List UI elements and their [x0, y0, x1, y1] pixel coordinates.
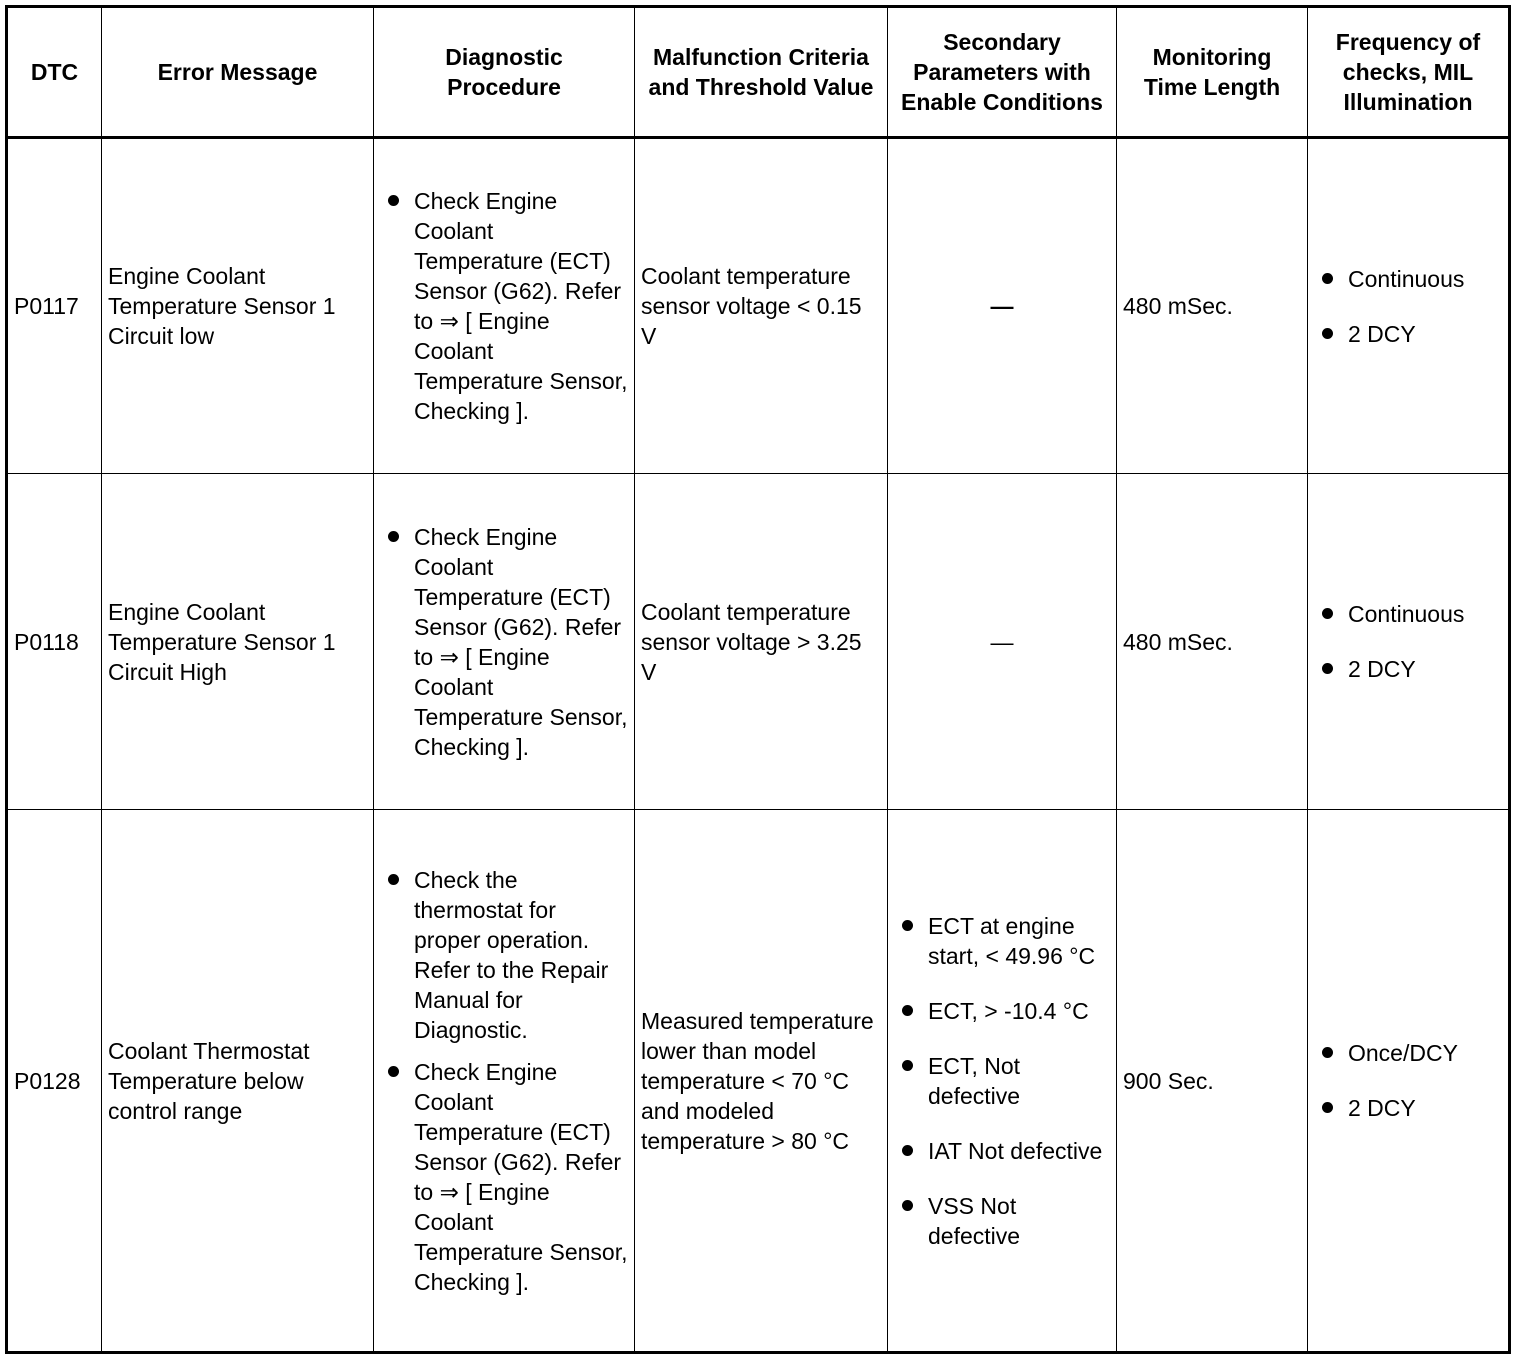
- diagnostic-procedure: [374, 810, 635, 1353]
- header-secondary-parameters: Secondary Parameters with Enable Conditions: [888, 7, 1117, 138]
- procedure-item: Check Engine Coolant Temperature (ECT) Sensor (G62). Refer to ⇒ [ Engine Coolant Temperature Sensor, Checking ].: [380, 522, 628, 762]
- monitoring-time: 900 Sec.: [1117, 810, 1308, 1353]
- secondary-item: ECT, Not defective: [894, 1051, 1110, 1111]
- frequency-item: 2 DCY: [1314, 319, 1502, 349]
- malfunction-criteria: Coolant temperature sensor voltage < 0.15 V: [635, 138, 888, 474]
- header-diagnostic-procedure: Diagnostic Procedure: [374, 7, 635, 138]
- error-message: Engine Coolant Temperature Sensor 1 Circuit High: [102, 474, 374, 810]
- diagnostic-procedure: [374, 474, 635, 810]
- frequency: [1308, 474, 1510, 810]
- header-dtc: DTC: [7, 7, 102, 138]
- frequency-item: 2 DCY: [1314, 654, 1502, 684]
- malfunction-criteria: Measured temperature lower than model temperature < 70 °C and modeled temperature > 80 °C: [635, 810, 888, 1353]
- frequency-item: Continuous: [1314, 264, 1502, 294]
- dtc-code: P0118: [7, 474, 102, 810]
- secondary-item: IAT Not defective: [894, 1136, 1110, 1166]
- error-message: Coolant Thermostat Temperature below control range: [102, 810, 374, 1353]
- header-row: [7, 7, 1510, 138]
- procedure-item: Check Engine Coolant Temperature (ECT) Sensor (G62). Refer to ⇒ [ Engine Coolant Temperature Sensor, Checking ].: [380, 186, 628, 426]
- table-row: [7, 474, 1510, 810]
- header-error-message: Error Message: [102, 7, 374, 138]
- diagnostic-procedure: [374, 138, 635, 474]
- error-message: Engine Coolant Temperature Sensor 1 Circuit low: [102, 138, 374, 474]
- table-row: [7, 138, 1510, 474]
- secondary-item: ECT, > -10.4 °C: [894, 996, 1110, 1026]
- procedure-item: Check Engine Coolant Temperature (ECT) Sensor (G62). Refer to ⇒ [ Engine Coolant Temperature Sensor, Checking ].: [380, 1057, 628, 1297]
- frequency: [1308, 810, 1510, 1353]
- procedure-item: Check the thermostat for proper operation. Refer to the Repair Manual for Diagnostic.: [380, 865, 628, 1045]
- secondary-parameters: [888, 810, 1117, 1353]
- monitoring-time: 480 mSec.: [1117, 474, 1308, 810]
- secondary-item: ECT at engine start, < 49.96 °C: [894, 911, 1110, 971]
- header-monitoring-time: Monitoring Time Length: [1117, 7, 1308, 138]
- malfunction-criteria: Coolant temperature sensor voltage > 3.25 V: [635, 474, 888, 810]
- secondary-parameters: —: [888, 474, 1117, 810]
- dtc-code: P0128: [7, 810, 102, 1353]
- table-row: [7, 810, 1510, 1353]
- dtc-code: P0117: [7, 138, 102, 474]
- frequency-item: Continuous: [1314, 599, 1502, 629]
- header-malfunction-criteria: Malfunction Criteria and Threshold Value: [635, 7, 888, 138]
- dtc-table: [5, 5, 1511, 1354]
- frequency-item: 2 DCY: [1314, 1093, 1502, 1123]
- frequency: [1308, 138, 1510, 474]
- secondary-item: VSS Not defective: [894, 1191, 1110, 1251]
- frequency-item: Once/DCY: [1314, 1038, 1502, 1068]
- secondary-parameters: —: [888, 138, 1117, 474]
- monitoring-time: 480 mSec.: [1117, 138, 1308, 474]
- header-frequency: Frequency of checks, MIL Illumination: [1308, 7, 1510, 138]
